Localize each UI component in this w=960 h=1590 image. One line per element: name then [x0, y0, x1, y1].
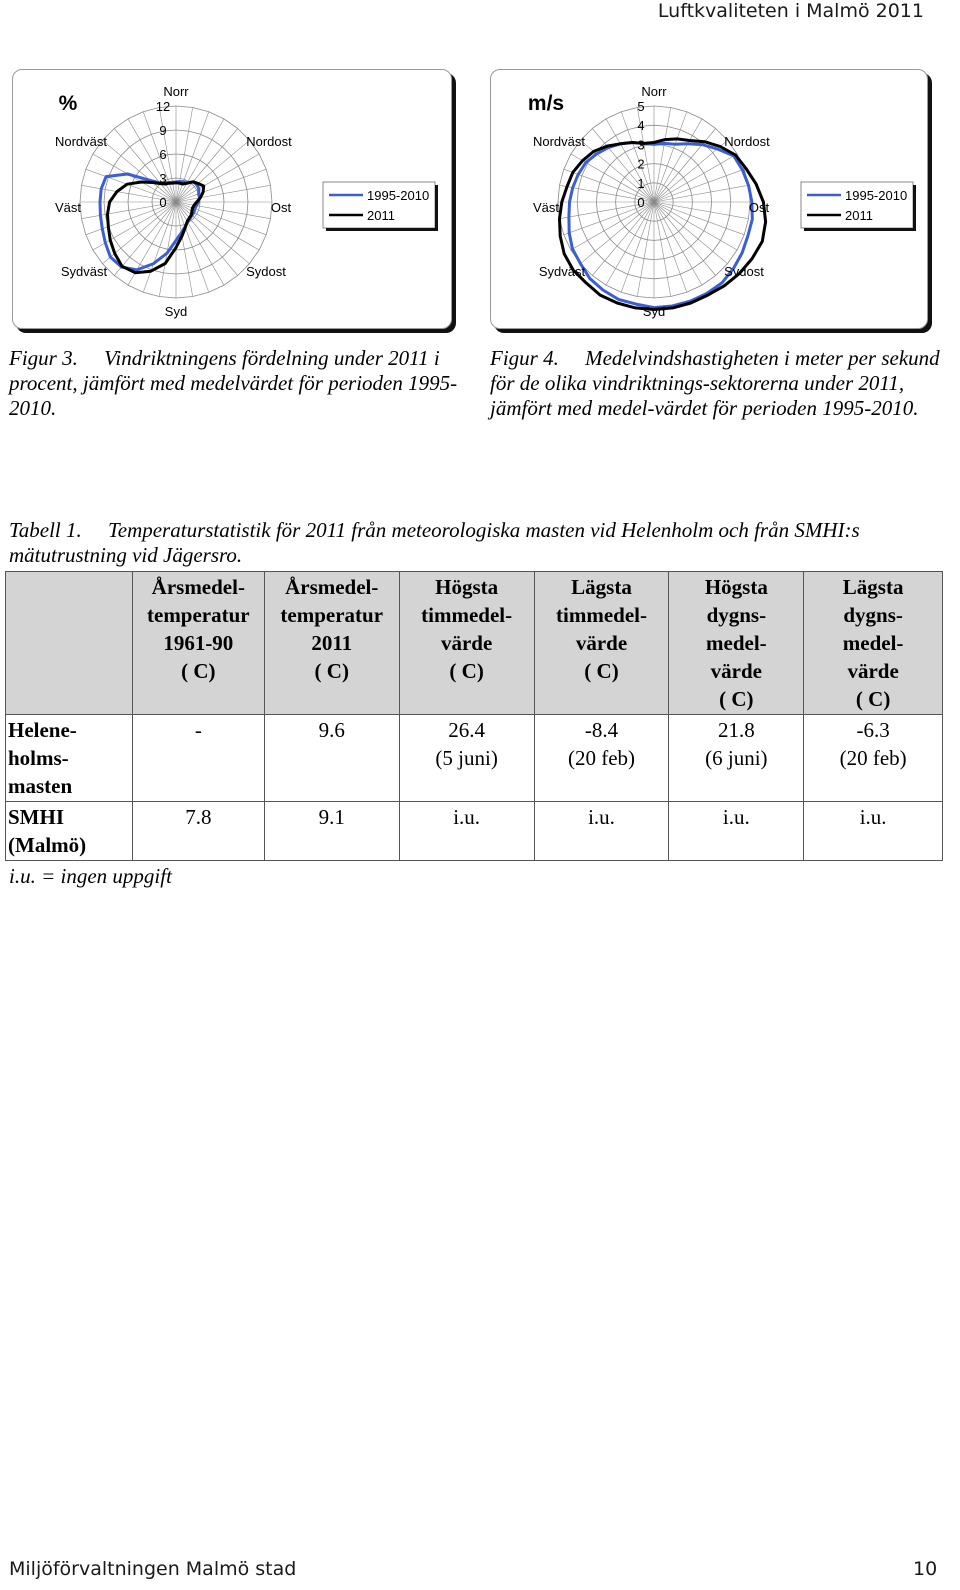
header-line: värde — [575, 631, 628, 655]
figure-3-text: Vindriktningens fördelning under 2011 i procent, jämfört med medelvärdet för perioden 1995-2010. — [9, 346, 458, 420]
station-line: masten — [8, 774, 73, 798]
direction-label: Väst — [54, 200, 82, 215]
station-line: holms- — [8, 746, 69, 770]
header-max-daily — [669, 572, 804, 715]
table-1-label: Tabell 1. — [9, 518, 82, 542]
direction-label: Nordost — [724, 134, 770, 149]
value-cell — [264, 715, 399, 802]
value: 26.4 — [448, 718, 485, 742]
direction-label: Nordväst — [54, 134, 108, 149]
value: i.u. — [588, 805, 615, 829]
direction-label: Ost — [748, 200, 770, 215]
radial-tick-label: 5 — [637, 99, 645, 114]
header-annual-mean-1961-90 — [132, 572, 264, 715]
legend-shadow — [326, 228, 438, 231]
legend-shadow — [435, 185, 438, 231]
header-line: medel- — [706, 631, 767, 655]
direction-label: Väst — [532, 200, 560, 215]
legend-shadow — [913, 185, 916, 231]
date: (5 juni) — [435, 746, 498, 770]
value-cell — [264, 802, 399, 861]
temperature-table — [5, 571, 943, 861]
station-cell — [6, 802, 133, 861]
wind-direction-chart — [12, 69, 452, 329]
legend — [801, 182, 916, 231]
header-line: timmedel- — [421, 603, 513, 627]
unit-label: m/s — [527, 92, 565, 115]
radial-tick-label: 4 — [637, 118, 645, 134]
page-number: 10 — [913, 1558, 938, 1580]
table-footnote: i.u. = ingen uppgift — [9, 864, 172, 888]
value: i.u. — [859, 805, 887, 829]
value-cell — [804, 715, 943, 802]
table-1-caption — [9, 518, 949, 568]
header-min-daily — [804, 572, 943, 715]
table-row-smhi — [6, 802, 943, 861]
header-line: ( C) — [719, 687, 754, 711]
direction-label: Nordväst — [532, 134, 586, 149]
series-line-2011 — [108, 182, 204, 273]
figure-4-text: Medelvindshastigheten i meter per sekund för de olika vindriktnings-sektorerna under 2011, jämfört med medel-värdet för perioden 1995-2010. — [490, 346, 940, 420]
station-line: SMHI — [8, 805, 65, 829]
header-line: Lägsta — [842, 575, 904, 599]
value: 7.8 — [185, 805, 212, 829]
header-annual-mean-2011 — [264, 572, 399, 715]
footer-organization: Miljöförvaltningen Malmö stad — [9, 1558, 297, 1580]
value: i.u. — [722, 805, 750, 829]
header-line: ( C) — [314, 659, 349, 683]
value: - — [194, 718, 202, 742]
radial-tick-label: 0 — [159, 195, 167, 210]
header-max-hourly — [399, 572, 534, 715]
radial-tick-label: 2 — [637, 156, 645, 172]
header-line: dygns- — [843, 603, 903, 627]
radial-tick-label: 1 — [637, 175, 645, 191]
header-line: ( C) — [181, 659, 216, 683]
value: 9.1 — [318, 805, 345, 829]
header-line: ( C) — [449, 659, 484, 683]
header-line: 2011 — [311, 631, 353, 655]
radar-plot — [55, 84, 292, 319]
figure-4-label: Figur 4. — [490, 346, 559, 370]
legend-label: 2011 — [845, 208, 873, 223]
value: -8.4 — [584, 718, 619, 742]
value: 21.8 — [717, 718, 755, 742]
direction-label: Syd — [642, 304, 666, 319]
station-line: Helene- — [8, 718, 77, 742]
radial-tick-label: 9 — [159, 123, 167, 138]
date: (20 feb) — [567, 746, 636, 770]
value-cell — [669, 715, 804, 802]
table-header-row — [6, 572, 943, 715]
radial-tick-label: 12 — [155, 99, 171, 114]
header-line: Årsmedel- — [151, 575, 245, 599]
value-cell — [399, 715, 534, 802]
series-line-1995-2010 — [569, 143, 752, 308]
header-line: ( C) — [584, 659, 619, 683]
running-header: Luftkvaliteten i Malmö 2011 — [657, 0, 924, 22]
direction-label: Norr — [641, 84, 667, 99]
value: 9.6 — [318, 718, 345, 742]
direction-label: Sydost — [246, 264, 286, 279]
header-blank-cell — [6, 572, 133, 715]
header-line: temperatur — [147, 603, 250, 627]
value-cell — [669, 802, 804, 861]
station-cell — [6, 715, 133, 802]
wind-direction-radar — [13, 70, 453, 330]
legend-shadow — [804, 228, 916, 231]
header-line: medel- — [842, 631, 904, 655]
header-line: värde — [440, 631, 493, 655]
value: i.u. — [453, 805, 481, 829]
value-cell — [399, 802, 534, 861]
header-min-hourly — [534, 572, 669, 715]
radial-tick-label: 3 — [637, 137, 645, 153]
header-line: temperatur — [280, 603, 384, 627]
station-line: (Malmö) — [8, 833, 87, 857]
direction-label: Nordost — [246, 134, 292, 149]
radial-tick-label: 0 — [637, 195, 645, 210]
wind-speed-radar — [491, 70, 929, 330]
value-cell — [534, 715, 669, 802]
table-row-helenholm — [6, 715, 943, 802]
direction-label: Sydväst — [60, 264, 108, 279]
radial-tick-label: 3 — [159, 171, 167, 186]
date: (20 feb) — [839, 746, 907, 770]
header-line: Högsta — [704, 575, 768, 599]
header-line: värde — [847, 659, 899, 683]
header-line: ( C) — [855, 687, 891, 711]
legend-label: 2011 — [367, 208, 395, 223]
header-line: 1961-90 — [163, 631, 234, 655]
direction-label: Syd — [164, 304, 188, 319]
value: -6.3 — [856, 718, 890, 742]
radar-plot — [533, 84, 770, 319]
table-1-text: Temperaturstatistik för 2011 från meteorologiska masten vid Helenholm och från SMHI:s mätutrustning vid Jägersro. — [9, 518, 860, 567]
figure-4-caption — [490, 346, 940, 421]
direction-label: Sydväst — [538, 264, 586, 279]
header-line: Högsta — [435, 575, 499, 599]
legend-label: 1995-2010 — [845, 188, 908, 203]
header-line: Lägsta — [571, 575, 632, 599]
date: (6 juni) — [705, 746, 768, 770]
header-line: värde — [710, 659, 762, 683]
value-cell — [534, 802, 669, 861]
direction-label: Sydost — [724, 264, 764, 279]
radial-tick-label: 6 — [159, 147, 167, 162]
figure-3-caption — [9, 346, 459, 421]
direction-label: Norr — [163, 84, 189, 99]
header-line: Årsmedel- — [285, 575, 379, 599]
figure-3-label: Figur 3. — [9, 346, 78, 370]
legend — [323, 182, 438, 231]
value-cell — [132, 715, 264, 802]
value-cell — [132, 802, 264, 861]
direction-label: Ost — [270, 200, 292, 215]
header-line: timmedel- — [556, 603, 647, 627]
legend-label: 1995-2010 — [367, 188, 430, 203]
unit-label: % — [58, 92, 78, 115]
value-cell — [804, 802, 943, 861]
header-line: dygns- — [706, 603, 767, 627]
wind-speed-chart — [490, 69, 928, 329]
